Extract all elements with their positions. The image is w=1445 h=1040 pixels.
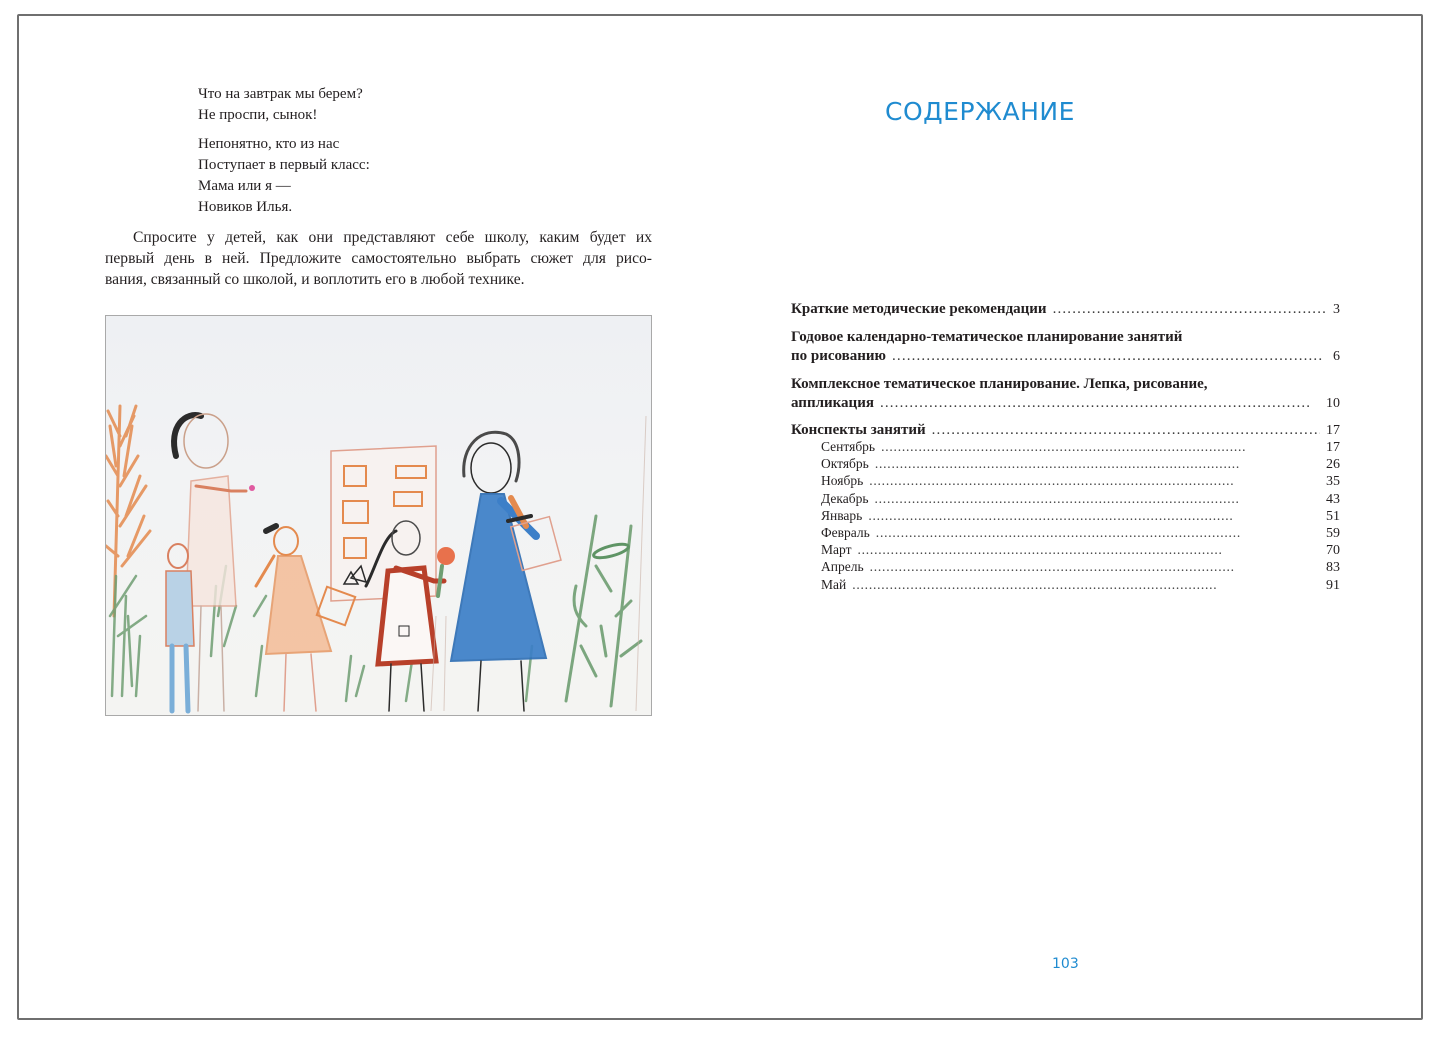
toc-subentry[interactable] [821, 525, 1340, 542]
toc-page-number: 70 [1326, 543, 1340, 559]
poem-author: Новиков Илья. [198, 199, 293, 215]
toc-entry-label: Конспекты занятий [791, 422, 926, 438]
dot-leader [875, 456, 1320, 472]
paragraph-line: Спросите у детей, как они представляют себе школу, каким будет их [133, 229, 652, 246]
toc-subentries [791, 439, 1340, 594]
toc-subentry-label: Сентябрь [821, 439, 876, 454]
toc-subentry[interactable] [821, 473, 1340, 490]
toc-subentry[interactable] [821, 439, 1340, 456]
toc-entry-label: Краткие методические рекомендации [791, 301, 1047, 317]
toc-subentry-label: Май [821, 576, 847, 592]
poem [198, 84, 370, 226]
toc-entry-label: по рисованию [791, 348, 887, 364]
toc-subentry[interactable] [821, 456, 1340, 473]
toc-subentry[interactable] [821, 559, 1340, 576]
toc-page-number: 83 [1326, 560, 1340, 576]
toc-entry-label: аппликация [791, 395, 874, 411]
toc-entry-label-line1: Комплексное тематическое планирование. Лепка, рисование, [791, 376, 1208, 392]
paragraph-line: вания, связанный со школой, и воплотить его в любой технике. [105, 271, 525, 288]
dot-leader [875, 491, 1321, 507]
toc-page-number: 51 [1326, 508, 1340, 524]
toc-subentry-label: Март [821, 542, 852, 558]
child-drawing-illustration [105, 315, 652, 716]
poem-stanza-1 [198, 84, 370, 126]
table-of-contents [791, 300, 1340, 594]
poem-line: Что на завтрак мы берем? [198, 86, 363, 102]
toc-page-number: 6 [1333, 349, 1340, 364]
toc-subentry[interactable] [821, 508, 1340, 525]
instruction-paragraph [105, 227, 652, 290]
dot-leader [857, 542, 1320, 558]
toc-entry[interactable] [791, 300, 1340, 319]
toc-entry-label-line1: Годовое календарно-тематическое планирование занятий [791, 329, 1183, 345]
dot-leader [876, 525, 1320, 541]
toc-page-number: 91 [1326, 577, 1340, 593]
poem-line: Поступает в первый класс: [198, 157, 370, 173]
dot-leader [881, 439, 1320, 455]
toc-subentry-label: Апрель [821, 559, 864, 575]
dot-leader [1053, 300, 1327, 319]
toc-title: СОДЕРЖАНИЕ [885, 96, 1075, 126]
dot-leader [932, 422, 1320, 438]
dot-leader [868, 508, 1320, 524]
toc-entry[interactable] [791, 328, 1340, 366]
toc-subentry[interactable] [821, 577, 1340, 594]
poem-line: Мама или я — [198, 178, 291, 194]
toc-subentry-label: Декабрь [821, 490, 869, 506]
toc-page-number: 3 [1333, 302, 1340, 317]
poem-line: Непонятно, кто из нас [198, 136, 340, 152]
toc-subentry[interactable] [821, 542, 1340, 559]
toc-entry[interactable] [791, 375, 1340, 413]
toc-page-number: 10 [1326, 396, 1340, 411]
drawing-image [106, 316, 652, 716]
toc-page-number: 35 [1326, 474, 1340, 490]
toc-page-number: 59 [1326, 526, 1340, 542]
toc-subentry[interactable] [821, 491, 1340, 508]
dot-leader [869, 473, 1320, 489]
dot-leader [880, 394, 1320, 413]
toc-subentry-label: Январь [821, 507, 863, 523]
toc-subentry-label: Ноябрь [821, 473, 864, 489]
dot-leader [870, 559, 1320, 575]
dot-leader [892, 347, 1327, 366]
paragraph-line: первый день в ней. Предложите самостоятельно выбрать сюжет для рисо- [105, 250, 652, 267]
toc-page-number: 17 [1326, 423, 1340, 438]
toc-subentry-label: Октябрь [821, 456, 869, 472]
toc-subentry-label: Февраль [821, 525, 870, 541]
toc-page-number: 26 [1326, 457, 1340, 473]
page-number: 103 [1052, 956, 1079, 972]
poem-line: Не проспи, сынок! [198, 107, 318, 123]
toc-page-number: 43 [1326, 491, 1340, 507]
toc-page-number: 17 [1326, 440, 1340, 455]
poem-stanza-2 [198, 134, 370, 218]
toc-entry-konspekty[interactable] [791, 422, 1340, 439]
dot-leader [852, 577, 1320, 593]
